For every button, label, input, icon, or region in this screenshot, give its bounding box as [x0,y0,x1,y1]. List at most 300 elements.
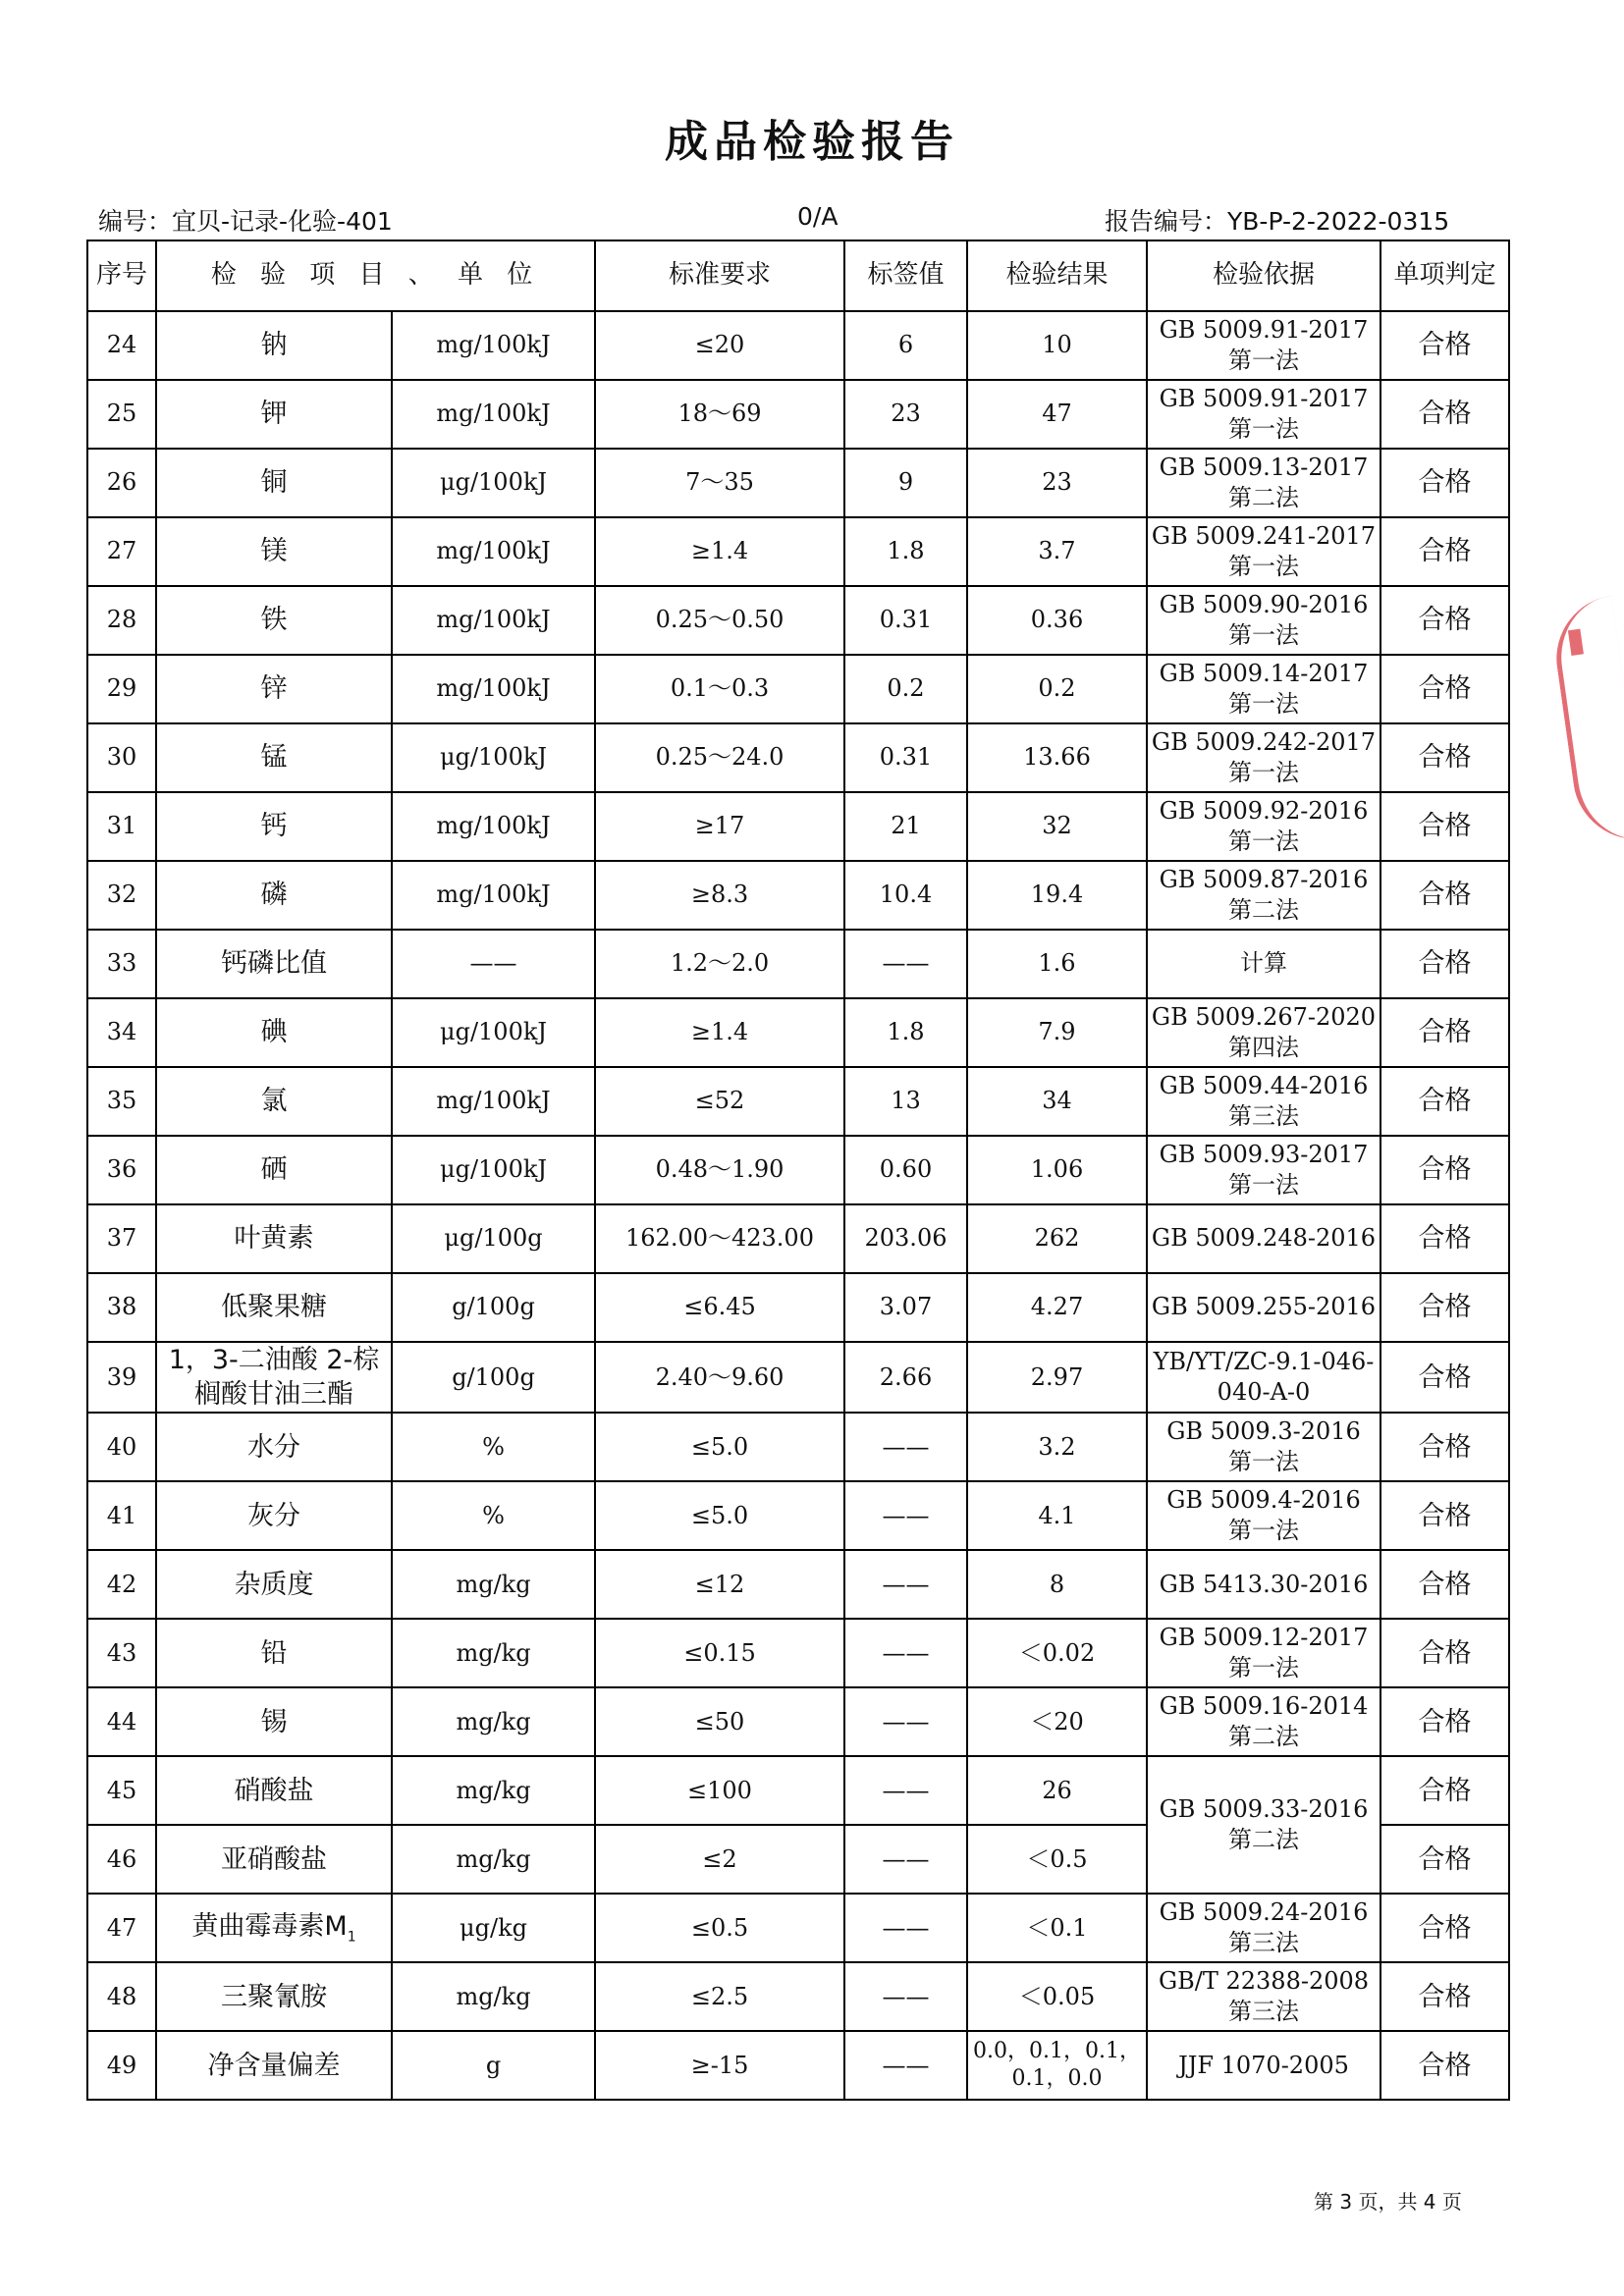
row-label-value: 2.66 [844,1342,967,1413]
row-result: ＜0.05 [967,1962,1147,2031]
item-name-text: 钾 [260,399,288,430]
item-name-text: 钠 [260,330,288,361]
basis-standard: GB 5009.12-2017 [1159,1624,1369,1651]
row-basis [1147,1342,1380,1413]
row-verdict: 合格 [1380,586,1509,655]
row-standard: ≤6.45 [595,1273,844,1342]
form-number: 编号：宜贝-记录-化验-401 [98,207,393,236]
row-verdict: 合格 [1380,1825,1509,1894]
report-title: 成品检验报告 [665,117,959,167]
basis-method: 第一法 [1228,759,1299,786]
row-standard: ≤2.5 [595,1962,844,2031]
basis-standard: GB 5009.3-2016 [1166,1417,1361,1445]
row-unit: mg/kg [392,1619,595,1687]
basis-method: 第一法 [1228,621,1299,649]
version: 0/A [797,202,839,231]
row-result: ＜20 [967,1687,1147,1756]
row-verdict: 合格 [1380,1413,1509,1481]
col-item-unit: 检 验 项 目 、 单 位 [156,240,595,311]
basis-method: 第二法 [1228,1826,1299,1854]
row-item-name [156,930,392,998]
row-item-name [156,311,392,380]
row-seq: 27 [87,517,156,586]
item-name-text: 镁 [260,536,288,567]
row-seq: 44 [87,1687,156,1756]
row-standard: ≥-15 [595,2031,844,2100]
table-row [87,655,1509,723]
item-name-text: 氯 [260,1086,288,1117]
row-unit: μg/100kJ [392,723,595,792]
row-basis [1147,1550,1380,1619]
item-name-text: 黄曲霉毒素M [191,1911,348,1943]
row-item-name [156,861,392,930]
row-item-name [156,1067,392,1136]
row-basis [1147,930,1380,998]
row-result: ＜0.1 [967,1894,1147,1962]
row-basis [1147,1067,1380,1136]
row-basis [1147,1481,1380,1550]
row-basis [1147,449,1380,517]
row-basis [1147,655,1380,723]
basis-method: 第一法 [1228,690,1299,718]
row-item-name [156,1687,392,1756]
basis-method: 第三法 [1228,1102,1299,1130]
row-standard: ≤20 [595,311,844,380]
row-result: ＜0.5 [967,1825,1147,1894]
row-unit: mg/100kJ [392,380,595,449]
row-seq: 48 [87,1962,156,2031]
row-unit: mg/100kJ [392,586,595,655]
table-row [87,1273,1509,1342]
row-unit: mg/100kJ [392,861,595,930]
row-item-name [156,1342,392,1413]
basis-method: 第一法 [1228,1171,1299,1199]
row-standard: 0.25～0.50 [595,586,844,655]
row-item-name [156,1273,392,1342]
row-basis [1147,586,1380,655]
row-label-value: 0.2 [844,655,967,723]
row-seq: 30 [87,723,156,792]
basis-method: 第三法 [1228,1929,1299,1957]
basis-method: 第二法 [1228,1723,1299,1751]
row-item-name [156,1136,392,1204]
basis-standard: GB 5009.16-2014 [1159,1692,1369,1720]
row-result: 1.6 [967,930,1147,998]
row-basis [1147,1413,1380,1481]
row-verdict: 合格 [1380,1204,1509,1273]
row-verdict: 合格 [1380,311,1509,380]
table-row [87,930,1509,998]
basis-method: 第一法 [1228,415,1299,443]
basis-method: 第三法 [1228,1998,1299,2026]
basis-standard: GB 5009.242-2017 [1151,727,1377,756]
basis-standard: GB 5009.267-2020 [1151,1002,1377,1031]
row-basis [1147,2031,1380,2100]
table-row [87,449,1509,517]
row-standard: 0.48～1.90 [595,1136,844,1204]
basis-standard: GB/T 22388-2008 [1158,1967,1370,1995]
row-result: 47 [967,380,1147,449]
row-result: 3.7 [967,517,1147,586]
basis-method: 第一法 [1228,347,1299,374]
basis-standard: 计算 [1240,949,1287,978]
table-row [87,1204,1509,1273]
table-row [87,1136,1509,1204]
row-seq: 28 [87,586,156,655]
row-standard: ≤0.5 [595,1894,844,1962]
row-label-value: 0.60 [844,1136,967,1204]
item-name-text: 铜 [260,467,288,499]
row-unit: g [392,2031,595,2100]
row-verdict: 合格 [1380,861,1509,930]
row-item-name [156,449,392,517]
row-basis [1147,1962,1380,2031]
row-basis [1147,998,1380,1067]
row-seq: 37 [87,1204,156,1273]
row-label-value: 0.31 [844,723,967,792]
basis-method: 第一法 [1228,828,1299,855]
row-verdict: 合格 [1380,792,1509,861]
basis-standard: GB 5009.4-2016 [1166,1486,1361,1514]
basis-method: 第一法 [1228,1654,1299,1682]
table-row [87,1894,1509,1962]
row-verdict: 合格 [1380,1481,1509,1550]
row-unit: g/100g [392,1273,595,1342]
row-label-value: —— [844,1962,967,2031]
row-standard: ≤50 [595,1687,844,1756]
row-result: 8 [967,1550,1147,1619]
row-unit: mg/kg [392,1550,595,1619]
row-unit: μg/100kJ [392,998,595,1067]
row-label-value: —— [844,1687,967,1756]
row-standard: 0.25～24.0 [595,723,844,792]
row-unit: mg/100kJ [392,1067,595,1136]
row-basis [1147,723,1380,792]
row-seq: 25 [87,380,156,449]
basis-standard: GB 5009.87-2016 [1159,865,1369,893]
row-unit: —— [392,930,595,998]
row-standard: ≤2 [595,1825,844,1894]
row-verdict: 合格 [1380,1273,1509,1342]
row-item-name [156,1619,392,1687]
row-seq: 42 [87,1550,156,1619]
row-label-value: —— [844,1619,967,1687]
row-basis [1147,1273,1380,1342]
row-unit: g/100g [392,1342,595,1413]
row-standard: ≤100 [595,1756,844,1825]
row-verdict: 合格 [1380,930,1509,998]
row-item-name [156,1962,392,2031]
row-standard: 7～35 [595,449,844,517]
table-row [87,1342,1509,1413]
row-result: 3.2 [967,1413,1147,1481]
row-label-value: —— [844,930,967,998]
item-name-text: 低聚果糖 [221,1292,327,1323]
item-name-text: 磷 [260,880,288,911]
stamp-mark: ▮ [1563,619,1588,662]
row-seq: 31 [87,792,156,861]
row-seq: 36 [87,1136,156,1204]
row-result: 19.4 [967,861,1147,930]
row-result: 32 [967,792,1147,861]
basis-standard: GB 5009.91-2017 [1159,315,1369,344]
row-result: 4.1 [967,1481,1147,1550]
row-verdict: 合格 [1380,1894,1509,1962]
row-result: 26 [967,1756,1147,1825]
row-unit: mg/100kJ [392,311,595,380]
row-result: 34 [967,1067,1147,1136]
table-row [87,1550,1509,1619]
red-stamp [1548,596,1624,848]
table-row [87,1619,1509,1687]
basis-standard: GB 5009.248-2016 [1151,1224,1377,1253]
row-verdict: 合格 [1380,1136,1509,1204]
row-seq: 40 [87,1413,156,1481]
row-label-value: 0.31 [844,586,967,655]
row-verdict: 合格 [1380,1342,1509,1413]
row-result: 262 [967,1204,1147,1273]
row-verdict: 合格 [1380,1067,1509,1136]
item-name-text: 叶黄素 [234,1223,314,1255]
row-item-name [156,586,392,655]
row-basis [1147,1756,1380,1894]
col-standard: 标准要求 [595,240,844,311]
row-item-name [156,792,392,861]
row-label-value: —— [844,1550,967,1619]
row-standard: 1.2～2.0 [595,930,844,998]
basis-standard: GB 5009.90-2016 [1159,590,1369,618]
row-seq: 35 [87,1067,156,1136]
item-name-text: 钙磷比值 [221,948,327,980]
item-name-text: 锌 [260,673,288,705]
row-standard: 0.1～0.3 [595,655,844,723]
row-unit: mg/kg [392,1687,595,1756]
row-verdict: 合格 [1380,449,1509,517]
item-name-text: 锡 [260,1706,288,1737]
row-result: 13.66 [967,723,1147,792]
basis-method: 第二法 [1228,484,1299,511]
row-seq: 33 [87,930,156,998]
row-verdict: 合格 [1380,1756,1509,1825]
row-result: 0.0，0.1，0.1，0.1，0.0 [967,2031,1147,2100]
row-label-value: 13 [844,1067,967,1136]
row-unit: % [392,1481,595,1550]
row-basis [1147,380,1380,449]
row-seq: 43 [87,1619,156,1687]
row-seq: 46 [87,1825,156,1894]
row-label-value: —— [844,1894,967,1962]
basis-method: 第二法 [1228,896,1299,924]
item-name-text: 锰 [260,742,288,774]
row-verdict: 合格 [1380,1962,1509,2031]
row-basis [1147,1687,1380,1756]
row-item-name [156,655,392,723]
row-label-value: —— [844,2031,967,2100]
basis-standard: GB 5009.255-2016 [1151,1293,1377,1321]
row-label-value: 3.07 [844,1273,967,1342]
row-label-value: 21 [844,792,967,861]
table-row [87,586,1509,655]
row-standard: ≥17 [595,792,844,861]
row-standard: ≤12 [595,1550,844,1619]
col-verdict: 单项判定 [1380,240,1509,311]
basis-method: 第一法 [1228,553,1299,580]
row-standard: 2.40～9.60 [595,1342,844,1413]
row-result: 1.06 [967,1136,1147,1204]
row-unit: % [392,1413,595,1481]
row-seq: 29 [87,655,156,723]
row-unit: mg/100kJ [392,792,595,861]
table-row [87,517,1509,586]
item-name-text: 钙 [260,811,288,842]
row-basis [1147,1136,1380,1204]
row-label-value: 10.4 [844,861,967,930]
basis-standard: GB 5009.241-2017 [1151,521,1377,550]
col-seq: 序号 [87,240,156,311]
row-standard: ≥1.4 [595,998,844,1067]
row-label-value: —— [844,1413,967,1481]
item-name-text: 铁 [260,605,288,636]
item-name-text: 三聚氰胺 [221,1981,327,2012]
basis-method: 第一法 [1228,1448,1299,1476]
item-name-text: 杂质度 [234,1569,314,1600]
item-name-text: 硝酸盐 [234,1775,314,1806]
item-name-text: 硒 [260,1154,288,1186]
item-name-text: 铅 [260,1637,288,1669]
row-label-value: 9 [844,449,967,517]
row-seq: 47 [87,1894,156,1962]
row-basis [1147,1204,1380,1273]
row-verdict: 合格 [1380,517,1509,586]
basis-standard: YB/YT/ZC-9.1-046- [1153,1347,1375,1375]
inspection-table [86,240,1510,2101]
row-seq: 34 [87,998,156,1067]
row-item-name [156,1825,392,1894]
table-row [87,998,1509,1067]
row-item-name [156,517,392,586]
basis-method: 第一法 [1228,1517,1299,1545]
basis-standard: GB 5009.91-2017 [1159,384,1369,412]
row-verdict: 合格 [1380,380,1509,449]
row-seq: 32 [87,861,156,930]
basis-method: 040-A-0 [1217,1378,1311,1407]
row-item-name [156,1756,392,1825]
table-row [87,1481,1509,1550]
row-unit: μg/100g [392,1204,595,1273]
row-verdict: 合格 [1380,1619,1509,1687]
row-item-name [156,1894,392,1962]
row-label-value: 1.8 [844,517,967,586]
row-label-value: 6 [844,311,967,380]
basis-standard: GB 5413.30-2016 [1159,1570,1369,1598]
row-basis [1147,1894,1380,1962]
row-item-name [156,723,392,792]
row-basis [1147,311,1380,380]
row-seq: 38 [87,1273,156,1342]
row-label-value: —— [844,1825,967,1894]
row-seq: 41 [87,1481,156,1550]
row-standard: 162.00～423.00 [595,1204,844,1273]
row-seq: 26 [87,449,156,517]
row-seq: 24 [87,311,156,380]
row-verdict: 合格 [1380,1550,1509,1619]
row-unit: μg/kg [392,1894,595,1962]
row-item-name [156,998,392,1067]
item-name-text: 碘 [260,1017,288,1048]
table-row [87,380,1509,449]
row-item-name [156,2031,392,2100]
col-result: 检验结果 [967,240,1147,311]
basis-standard: GB 5009.14-2017 [1159,659,1369,687]
row-item-name [156,1413,392,1481]
item-name-text: 净含量偏差 [207,2050,341,2081]
row-result: 4.27 [967,1273,1147,1342]
row-result: 0.36 [967,586,1147,655]
row-standard: 18～69 [595,380,844,449]
table-row [87,723,1509,792]
basis-standard: GB 5009.13-2017 [1159,453,1369,481]
table-row [87,792,1509,861]
row-result: 2.97 [967,1342,1147,1413]
basis-standard: JJF 1070-2005 [1178,2051,1349,2079]
table-row [87,1687,1509,1756]
row-unit: μg/100kJ [392,1136,595,1204]
basis-standard: GB 5009.92-2016 [1159,796,1369,825]
row-basis [1147,1619,1380,1687]
row-seq: 45 [87,1756,156,1825]
row-unit: mg/100kJ [392,655,595,723]
item-name-text: 水分 [247,1431,300,1463]
row-result: 0.2 [967,655,1147,723]
row-result: 10 [967,311,1147,380]
basis-standard: GB 5009.44-2016 [1159,1071,1369,1099]
row-standard: ≥1.4 [595,517,844,586]
row-item-name [156,1550,392,1619]
row-label-value: —— [844,1481,967,1550]
row-label-value: —— [844,1756,967,1825]
basis-standard: GB 5009.93-2017 [1159,1140,1369,1168]
page-footer: 第 3 页，共 4 页 [1314,2190,1462,2214]
table-row [87,2031,1509,2100]
item-name-text: 灰分 [247,1500,300,1531]
row-seq: 49 [87,2031,156,2100]
row-unit: mg/kg [392,1962,595,2031]
row-result: 23 [967,449,1147,517]
row-standard: ≤0.15 [595,1619,844,1687]
row-label-value: 203.06 [844,1204,967,1273]
row-verdict: 合格 [1380,1687,1509,1756]
basis-standard: GB 5009.33-2016 [1159,1795,1369,1823]
item-name-subscript: 1 [347,1929,356,1946]
row-verdict: 合格 [1380,2031,1509,2100]
row-basis [1147,792,1380,861]
col-label: 标签值 [844,240,967,311]
row-item-name [156,1481,392,1550]
row-verdict: 合格 [1380,655,1509,723]
table-row [87,861,1509,930]
table-row [87,1067,1509,1136]
row-standard: ≥8.3 [595,861,844,930]
header-row [87,240,1509,311]
table-row [87,1962,1509,2031]
row-basis [1147,517,1380,586]
row-label-value: 1.8 [844,998,967,1067]
item-name-text: 1，3-二油酸 2-棕榈酸甘油三酯 [168,1345,380,1411]
row-standard: ≤5.0 [595,1481,844,1550]
row-basis [1147,861,1380,930]
basis-standard: GB 5009.24-2016 [1159,1898,1369,1926]
col-basis: 检验依据 [1147,240,1380,311]
